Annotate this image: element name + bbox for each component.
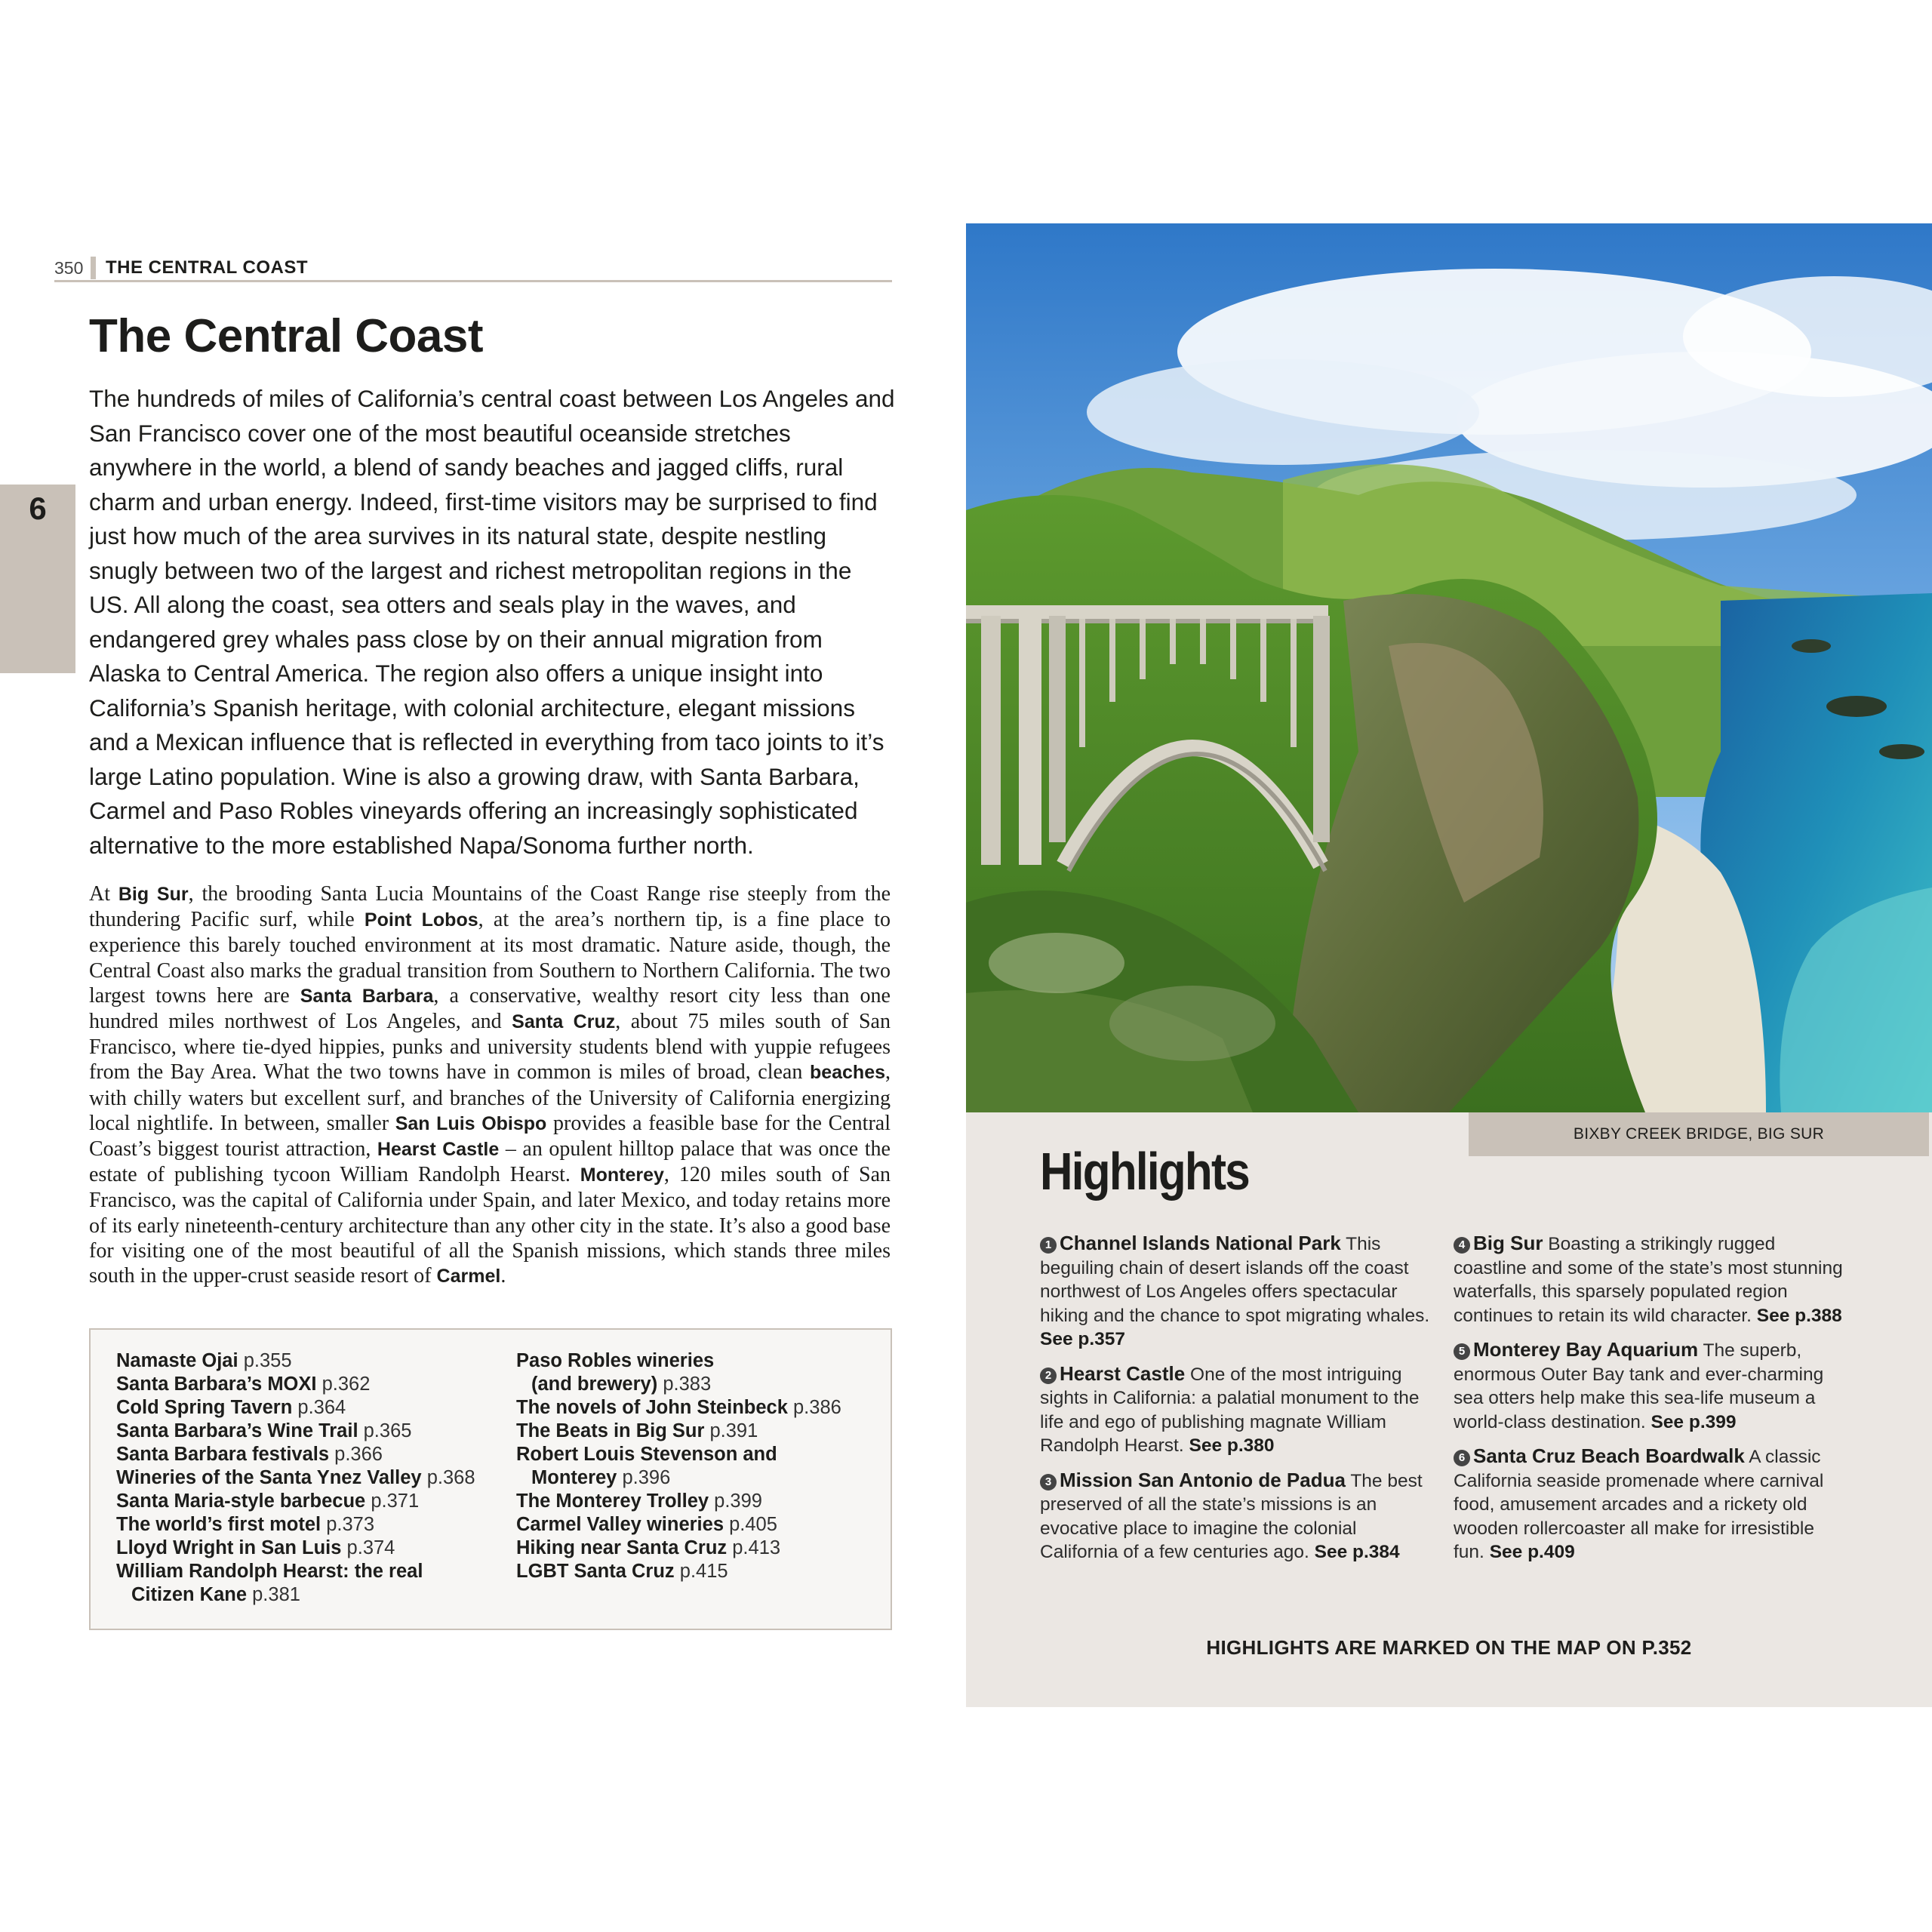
highlight-item: 1 Channel Islands National Park This beguiling chain of desert islands off the coast northwest of Los Angeles offers spectacular hiking and the chance to spot migrating whales. See p.357 — [1040, 1232, 1430, 1349]
feature-item: Santa Barbara festivals p.366 — [116, 1444, 383, 1465]
features-column-1 — [116, 1349, 494, 1607]
running-header — [54, 257, 892, 282]
keyword-hearst-castle: Hearst Castle — [377, 1139, 500, 1161]
highlight-item: 5 Monterey Bay Aquarium The superb, enormous Outer Bay tank and ever-charming sea otters help make this sea-life museum a world-class destination. See p.399 — [1454, 1338, 1824, 1432]
body-paragraph: At Big Sur, the brooding Santa Lucia Mountains of the Coast Range rise steeply from the thundering Pacific surf, while Point Lobos, at the area’s northern tip, is a fine place to experience this barely touched environment at its most dramatic. Nature aside, though, the Central Coast also marks the gradual transition from Southern to Northern California. The two largest towns here are Santa Barbara, a conservative, wealthy resort city less than one hundred miles northwest of Los Angeles, and Santa Cruz, about 75 miles south of San Francisco, where tie-dyed hippies, punks and university students blend with yuppie refugees from the Bay Area. What the two towns have in common is miles of broad, clean beaches, with chilly waters but excellent surf, and branches of the University of California energizing local nightlife. In between, smaller San Luis Obispo provides a feasible base for the Central Coast’s biggest tourist attraction, Hearst Castle – an opulent hilltop palace that was once the estate of publishing tycoon William Randolph Hearst. Monterey, 120 miles south of San Francisco, was the capital of California under Spain, and later Mexico, and today retains more of its early nineteenth-century architecture than any other city in the state. It’s also a good base for visiting one of the most beautiful of all the Spanish missions, which stands three miles south in the upper-crust seaside resort of Carmel. — [89, 882, 891, 1288]
feature-item: The Beats in Big Sur p.391 — [516, 1420, 758, 1441]
feature-item: Santa Barbara’s MOXI p.362 — [116, 1374, 371, 1395]
page-number: 350 — [54, 258, 84, 278]
feature-item: Santa Maria-style barbecue p.371 — [116, 1491, 420, 1512]
highlight-item: 6 Santa Cruz Beach Boardwalk A classic California seaside promenade where carnival food, amusement arcades and a rickety old wooden rollercoaster all make for irresistible fun. See p.409 — [1454, 1444, 1824, 1562]
highlight-page-ref: See p.388 — [1756, 1305, 1842, 1326]
keyword-monterey: Monterey — [580, 1164, 664, 1186]
highlight-page-ref: See p.409 — [1489, 1542, 1575, 1562]
running-title: THE CENTRAL COAST — [106, 257, 309, 278]
keyword-point-lobos: Point Lobos — [364, 909, 478, 931]
feature-item: LGBT Santa Cruz p.415 — [516, 1561, 728, 1582]
feature-item: Santa Barbara’s Wine Trail p.365 — [116, 1420, 412, 1441]
highlight-number-badge: 1 — [1040, 1237, 1057, 1254]
highlight-item: 4 Big Sur Boasting a strikingly rugged coastline and some of the state’s most stunning waterfalls, this sparsely populated region continues to retain its wild character. See p.388 — [1454, 1232, 1843, 1326]
highlight-number-badge: 3 — [1040, 1474, 1057, 1491]
highlight-number-badge: 5 — [1454, 1343, 1470, 1360]
feature-item: Robert Louis Stevenson and — [516, 1444, 777, 1465]
feature-item: (and brewery) p.383 — [531, 1374, 712, 1395]
feature-item: Lloyd Wright in San Luis p.374 — [116, 1537, 395, 1558]
highlight-name: Santa Cruz Beach Boardwalk — [1473, 1444, 1745, 1467]
feature-item: The world’s first motel p.373 — [116, 1514, 374, 1535]
photo-caption: BIXBY CREEK BRIDGE, BIG SUR — [1469, 1112, 1929, 1156]
feature-item: Carmel Valley wineries p.405 — [516, 1514, 777, 1535]
chapter-thumb-tab — [0, 485, 75, 673]
highlight-number-badge: 6 — [1454, 1450, 1470, 1466]
photo-bixby-creek-bridge — [966, 223, 1932, 1112]
highlight-name: Mission San Antonio de Padua — [1060, 1468, 1346, 1491]
highlight-page-ref: See p.384 — [1314, 1542, 1400, 1562]
header-rule — [91, 257, 96, 279]
highlight-name: Channel Islands National Park — [1060, 1232, 1341, 1254]
chapter-number: 6 — [29, 491, 47, 526]
feature-item: Monterey p.396 — [531, 1467, 671, 1488]
feature-item: Wineries of the Santa Ynez Valley p.368 — [116, 1467, 475, 1488]
keyword-san-luis-obispo: San Luis Obispo — [395, 1112, 547, 1134]
highlight-number-badge: 2 — [1040, 1367, 1057, 1384]
feature-item: Paso Robles wineries — [516, 1350, 715, 1371]
highlight-page-ref: See p.357 — [1040, 1329, 1126, 1349]
feature-item: Namaste Ojai p.355 — [116, 1350, 292, 1371]
feature-item: Hiking near Santa Cruz p.413 — [516, 1537, 781, 1558]
highlight-number-badge: 4 — [1454, 1237, 1470, 1254]
highlight-name: Big Sur — [1473, 1232, 1543, 1254]
features-box — [89, 1328, 892, 1630]
highlight-page-ref: See p.380 — [1189, 1435, 1275, 1456]
highlight-item: 2 Hearst Castle One of the most intriguing sights in California: a palatial monument to the life and ego of publishing magnate William Randolph Hearst. See p.380 — [1040, 1361, 1420, 1456]
feature-item: The Monterey Trolley p.399 — [516, 1491, 762, 1512]
highlights-map-note: HIGHLIGHTS ARE MARKED ON THE MAP ON P.352 — [1206, 1636, 1692, 1659]
chapter-title: The Central Coast — [89, 310, 484, 362]
keyword-beaches: beaches — [809, 1062, 885, 1084]
highlight-item: 3 Mission San Antonio de Padua The best preserved of all the state’s missions is an evocative place to imagine the colonial California of a few centuries ago. See p.384 — [1040, 1468, 1423, 1562]
features-column-2 — [516, 1349, 878, 1583]
highlights-title: Highlights — [1040, 1142, 1250, 1201]
feature-item: Citizen Kane p.381 — [131, 1584, 300, 1605]
keyword-santa-barbara: Santa Barbara — [300, 985, 434, 1007]
keyword-carmel: Carmel — [436, 1266, 501, 1287]
feature-item: The novels of John Steinbeck p.386 — [516, 1397, 841, 1418]
highlights-column-1 — [1040, 1232, 1432, 1575]
feature-item: Cold Spring Tavern p.364 — [116, 1397, 346, 1418]
highlights-column-2 — [1454, 1232, 1846, 1575]
highlight-name: Monterey Bay Aquarium — [1473, 1338, 1699, 1361]
lede-paragraph: The hundreds of miles of California’s central coast between Los Angeles and San Francisco cover one of the most beautiful oceanside stretches anywhere in the world, a blend of sandy beaches and jagged cliffs, rural charm and urban energy. Indeed, first-time visitors may be surprised to find just how much of the area survives in its natural state, despite nestling snugly between two of the largest and richest metropolitan regions in the US. All along the coast, sea otters and seals play in the waves, and endangered grey whales pass close by on their annual migration from Alaska to Central America. The region also offers a unique insight into California’s Spanish heritage, with colonial architecture, elegant missions and a Mexican influence that is reflected in everything from taco joints to it’s large Latino population. Wine is also a growing draw, with Santa Barbara, Carmel and Paso Robles vineyards offering an increasingly sophisticated alternative to the more established Napa/Sonoma further north. — [89, 385, 895, 859]
keyword-big-sur: Big Sur — [118, 884, 189, 905]
highlight-name: Hearst Castle — [1060, 1361, 1186, 1385]
feature-item: William Randolph Hearst: the real — [116, 1561, 423, 1582]
highlight-page-ref: See p.399 — [1651, 1411, 1737, 1432]
keyword-santa-cruz: Santa Cruz — [512, 1011, 616, 1033]
